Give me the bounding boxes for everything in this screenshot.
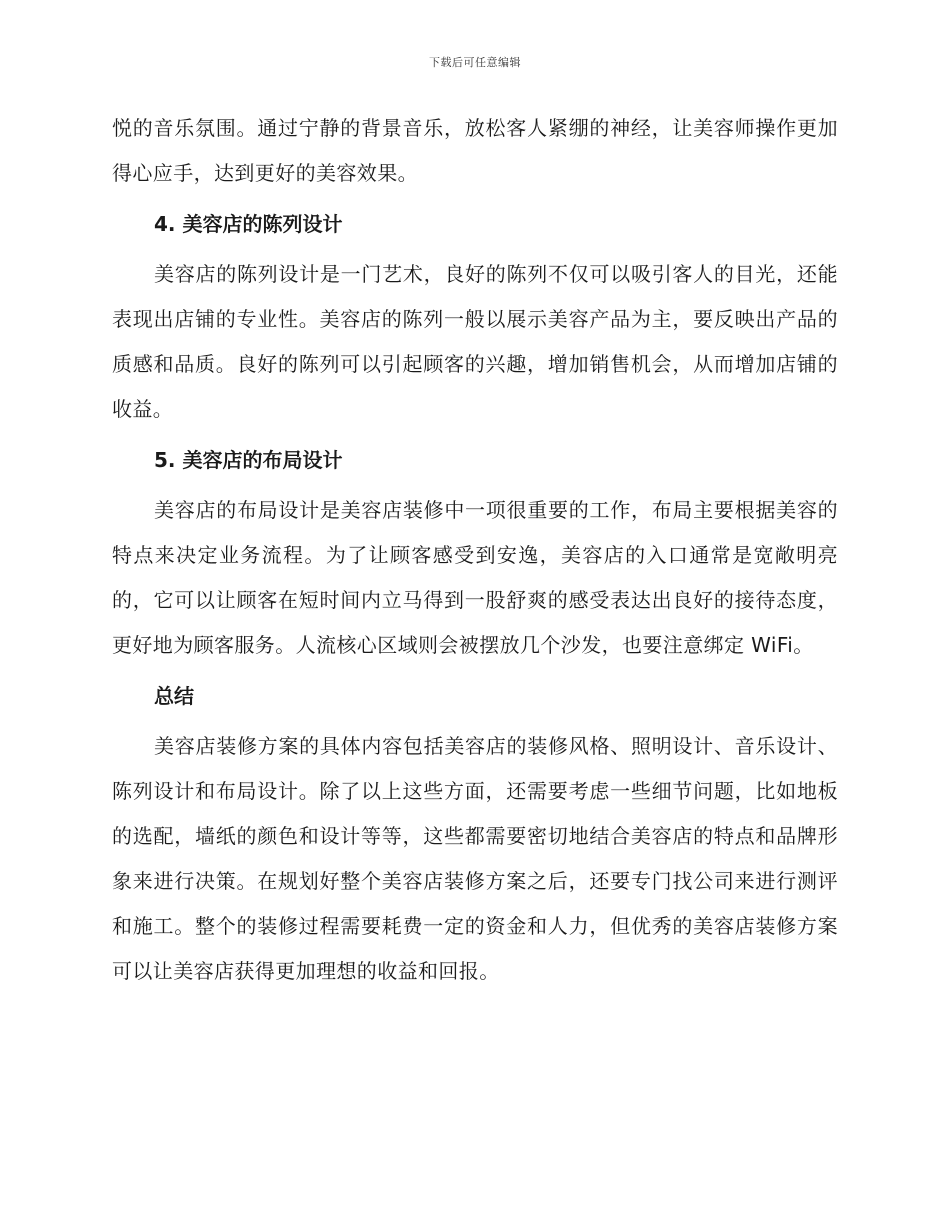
section-heading-display-design: 4. 美容店的陈列设计 (154, 212, 343, 236)
paragraph-summary: 美容店装修方案的具体内容包括美容店的装修风格、照明设计、音乐设计、陈列设计和布局设计。除了以上这些方面，还需要考虑一些细节问题，比如地板的选配，墙纸的颜色和设计等等，这些都需要密切地结合美容店的特点和品牌形象来进行决策。在规划好整个美容店装修方案之后，还要专门找公司来进行测评和施工。整个的装修过程需要耗费一定的资金和人力，但优秀的美容店装修方案可以让美容店获得更加理想的收益和回报。 (112, 734, 838, 983)
document-body (112, 106, 838, 994)
paragraph-continued: 悦的音乐氛围。通过宁静的背景音乐，放松客人紧绷的神经，让美容师操作更加得心应手，达到更好的美容效果。 (112, 116, 838, 185)
header-note: 下载后可任意编辑 (429, 56, 521, 69)
section-heading-layout-design: 5. 美容店的布局设计 (154, 448, 343, 472)
paragraph-display-design: 美容店的陈列设计是一门艺术，良好的陈列不仅可以吸引客人的目光，还能表现出店铺的专业性。美容店的陈列一般以展示美容产品为主，要反映出产品的质感和品质。良好的陈列可以引起顾客的兴趣，增加销售机会，从而增加店铺的收益。 (112, 262, 838, 421)
paragraph-layout-design: 美容店的布局设计是美容店装修中一项很重要的工作，布局主要根据美容的特点来决定业务流程。为了让顾客感受到安逸，美容店的入口通常是宽敞明亮的，它可以让顾客在短时间内立马得到一股舒爽的感受表达出良好的接待态度，更好地为顾客服务。人流核心区域则会被摆放几个沙发，也要注意绑定 WiFi。 (112, 498, 838, 657)
section-heading-summary: 总结 (154, 684, 194, 708)
